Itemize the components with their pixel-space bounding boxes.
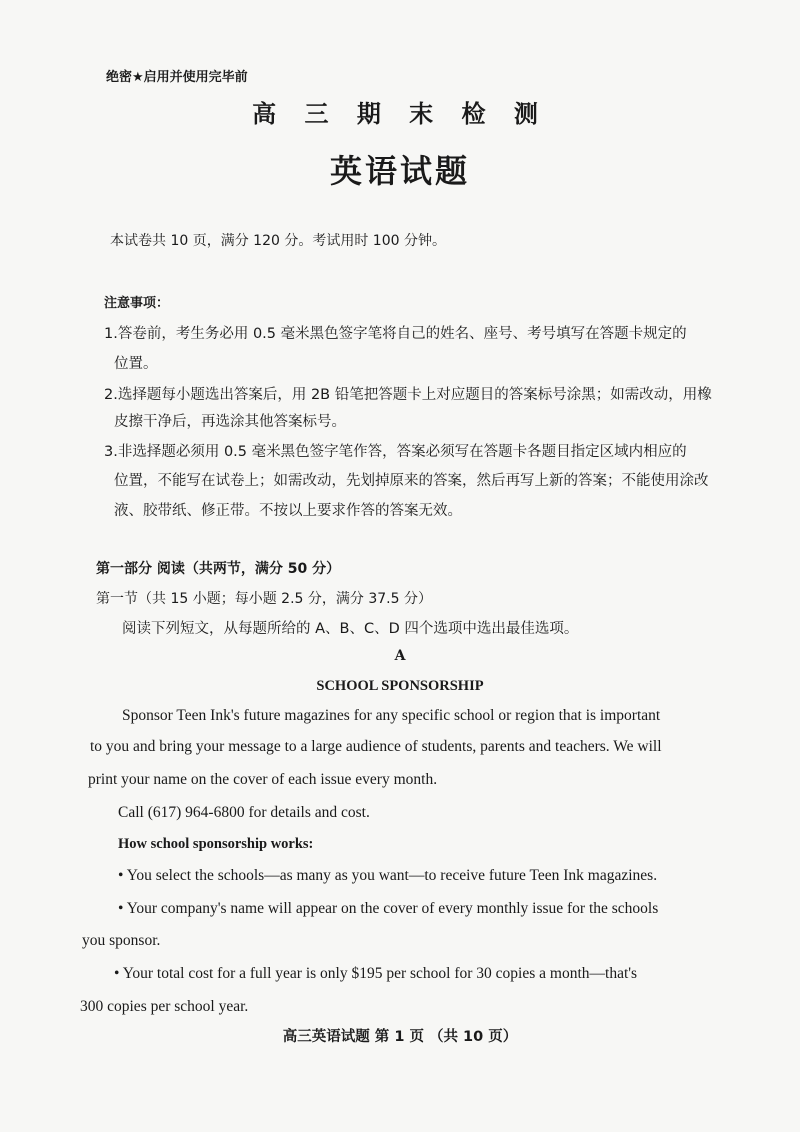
bullet-item-cont: you sponsor.: [82, 932, 161, 949]
bullet-item: • Your company's name will appear on the cover of every monthly issue for the schools: [118, 900, 659, 917]
passage-letter: A: [394, 648, 406, 664]
subject-title: 英语试题: [329, 152, 470, 190]
exam-title: 高 三 期 末 检 测: [252, 100, 548, 128]
reading-instruction: 阅读下列短文，从每题所给的 A、B、C、D 四个选项中选出最佳选项。: [122, 621, 579, 637]
bullet-item-cont: 300 copies per school year.: [80, 998, 249, 1015]
bullet-item: • You select the schools—as many as you want—to receive future Teen Ink magazines.: [118, 867, 658, 884]
how-it-works-heading: How school sponsorship works:: [118, 836, 314, 852]
bullet-item: • Your total cost for a full year is only $195 per school for 30 copies a month—that's: [114, 965, 638, 982]
passage-paragraph-line: print your name on the cover of each issue every month.: [88, 771, 438, 788]
part1-heading: 第一部分 阅读（共两节，满分 50 分）: [96, 561, 341, 577]
notice-item-2-cont: 皮擦干净后，再选涂其他答案标号。: [114, 414, 346, 430]
notice-item-3: 3.非选择题必须用 0.5 毫米黑色签字笔作答，答案必须写在答题卡各题目指定区域内相应的: [104, 444, 687, 460]
section1-heading: 第一节（共 15 小题；每小题 2.5 分，满分 37.5 分）: [96, 591, 432, 607]
passage-title: SCHOOL SPONSORSHIP: [316, 678, 484, 694]
notice-item-2: 2.选择题每小题选出答案后，用 2B 铅笔把答题卡上对应题目的答案标号涂黑；如需改动，用橡: [104, 387, 712, 403]
passage-paragraph-line: Sponsor Teen Ink's future magazines for any specific school or region that is important: [122, 707, 661, 724]
confidential-mark: 绝密★启用并使用完毕前: [106, 70, 248, 85]
notice-item-1-cont: 位置。: [114, 356, 158, 372]
notice-item-3-cont: 位置，不能写在试卷上；如需改动，先划掉原来的答案，然后再写上新的答案；不能使用涂改: [114, 473, 709, 489]
notice-heading: 注意事项：: [104, 296, 170, 311]
passage-paragraph-line: to you and bring your message to a large audience of students, parents and teachers. We will: [90, 738, 662, 755]
call-line: Call (617) 964-6800 for details and cost.: [118, 804, 370, 821]
exam-intro: 本试卷共 10 页，满分 120 分。考试用时 100 分钟。: [110, 233, 446, 249]
notice-item-3-cont2: 液、胶带纸、修正带。不按以上要求作答的答案无效。: [114, 503, 462, 519]
notice-item-1: 1.答卷前，考生务必用 0.5 毫米黑色签字笔将自己的姓名、座号、考号填写在答题卡规定的: [104, 326, 687, 342]
page-footer: 高三英语试题 第 1 页 （共 10 页）: [282, 1029, 518, 1045]
